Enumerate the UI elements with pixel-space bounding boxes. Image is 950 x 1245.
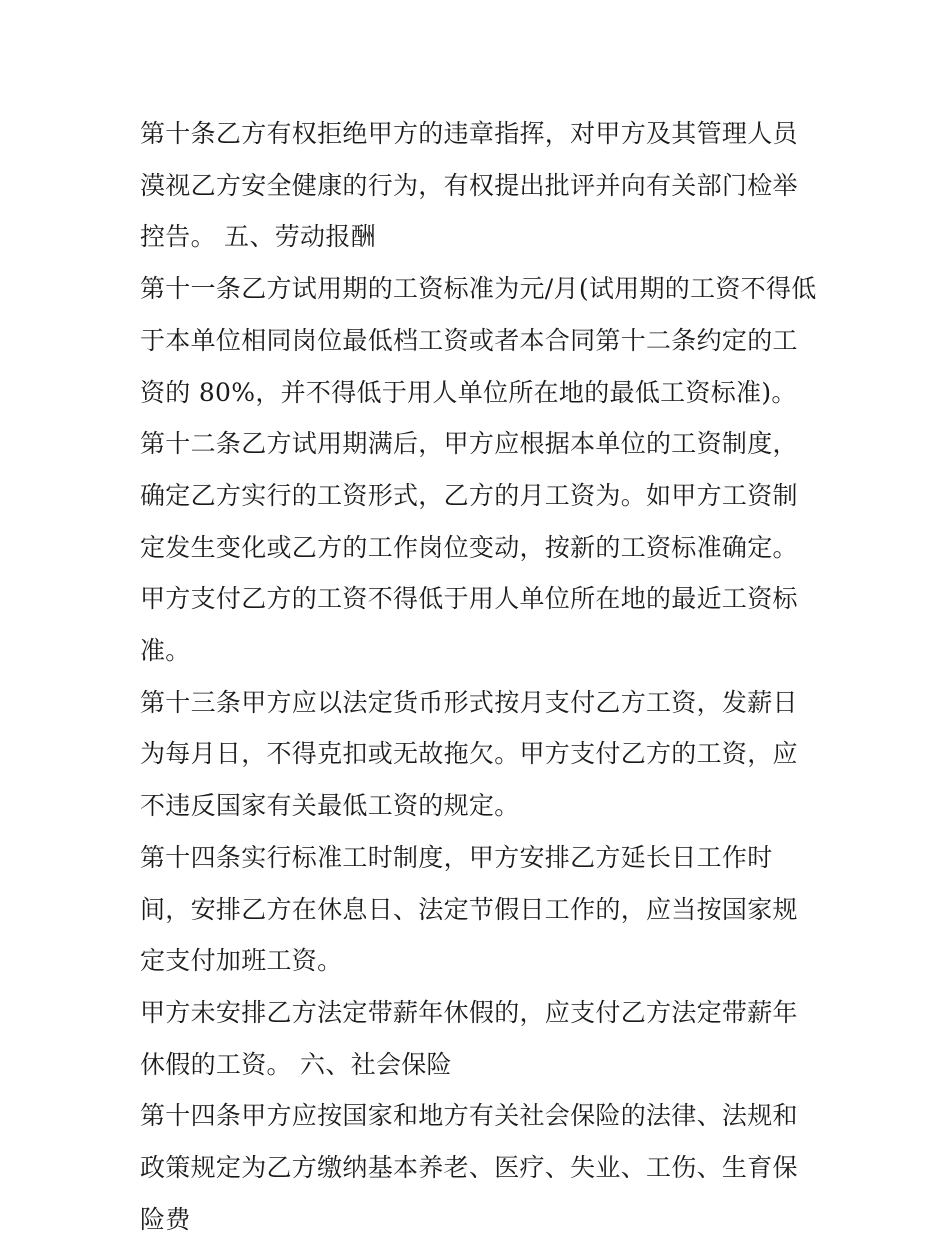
paragraph-article-10: 第十条乙方有权拒绝甲方的违章指挥，对甲方及其管理人员漠视乙方安全健康的行为，有权提出批评并向有关部门检举控告。 五、劳动报酬	[140, 119, 798, 252]
paragraph-annual-leave: 甲方未安排乙方法定带薪年休假的，应支付乙方法定带薪年休假的工资。 六、社会保险	[140, 997, 798, 1079]
document-body	[140, 108, 820, 1245]
paragraph-article-13: 第十三条甲方应以法定货币形式按月支付乙方工资，发薪日为每月日，不得克扣或无故拖欠。甲方支付乙方的工资，应不违反国家有关最低工资的规定。	[140, 687, 798, 821]
paragraph-article-14-overtime: 第十四条实行标准工时制度，甲方安排乙方延长日工作时间，安排乙方在休息日、法定节假日工作的，应当按国家规定支付加班工资。	[140, 842, 798, 976]
paragraph-article-14-insurance: 第十四条甲方应按国家和地方有关社会保险的法律、法规和政策规定为乙方缴纳基本养老、医疗、失业、工伤、生育保险费	[140, 1101, 798, 1234]
paragraph-article-11: 第十一条乙方试用期的工资标准为元/月(试用期的工资不得低于本单位相同岗位最低档工资或者本合同第十二条约定的工资的 80%，并不得低于用人单位所在地的最低工资标准)。	[140, 274, 817, 407]
paragraph-article-12: 第十二条乙方试用期满后，甲方应根据本单位的工资制度，确定乙方实行的工资形式，乙方的月工资为。如甲方工资制定发生变化或乙方的工作岗位变动，按新的工资标准确定。甲方支付乙方的工资不得低于用人单位所在地的最近工资标准。	[140, 429, 798, 666]
